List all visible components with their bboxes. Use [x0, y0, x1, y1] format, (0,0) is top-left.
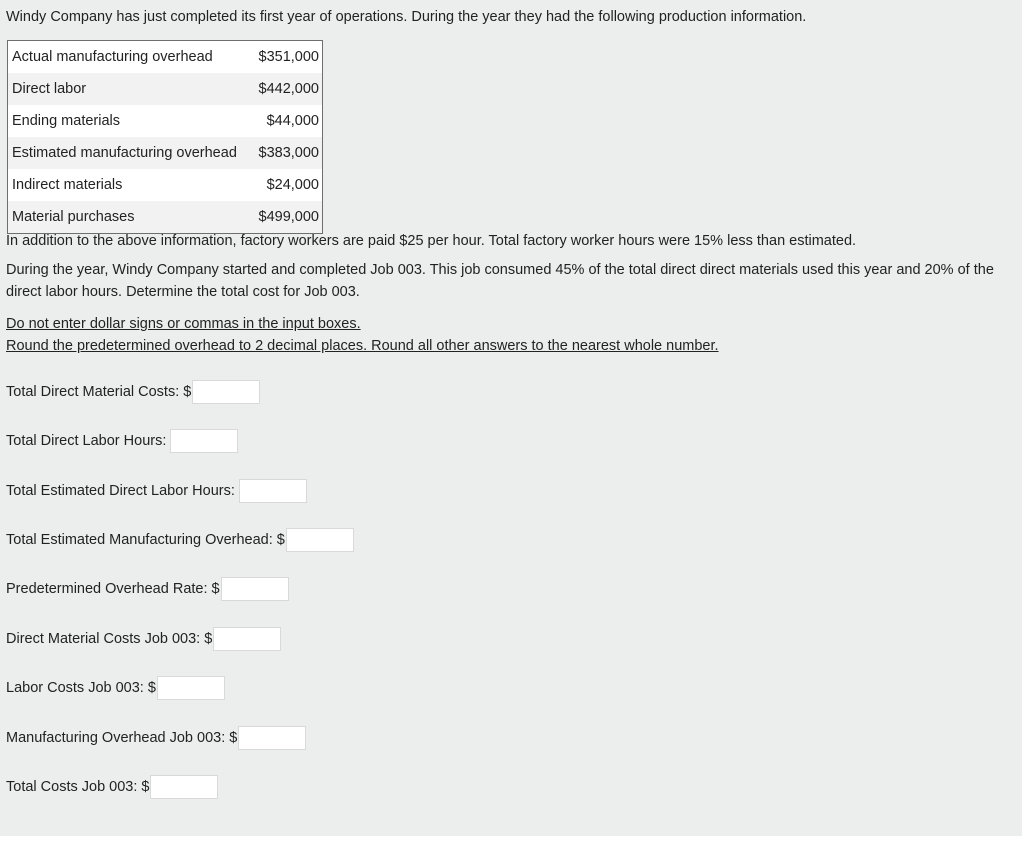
row-label: Material purchases [8, 201, 252, 234]
row-label: Direct labor [8, 73, 252, 105]
intro-text: Windy Company has just completed its first year of operations. During the year they had the following production information. [6, 9, 807, 25]
field-manufacturing-overhead-job-003 [6, 724, 306, 752]
field-label: Total Estimated Direct Labor Hours: [6, 483, 235, 499]
field-label: Direct Material Costs Job 003: $ [6, 631, 213, 647]
table-row [8, 169, 323, 201]
field-label: Total Direct Material Costs: $ [6, 384, 192, 400]
instructions [6, 313, 719, 357]
row-value: $24,000 [266, 177, 319, 193]
instruction-no-symbols: Do not enter dollar signs or commas in the input boxes. [6, 316, 361, 332]
total-estimated-manufacturing-overhead-input[interactable] [286, 528, 354, 552]
field-label: Manufacturing Overhead Job 003: $ [6, 730, 238, 746]
row-value: $44,000 [266, 113, 319, 129]
field-total-estimated-manufacturing-overhead [6, 526, 354, 554]
row-value: $383,000 [251, 137, 322, 169]
table-row [8, 41, 323, 74]
field-total-direct-material-costs [6, 378, 260, 406]
table-row [8, 105, 323, 137]
manufacturing-overhead-job-003-input[interactable] [238, 726, 306, 750]
job-description-paragraph: During the year, Windy Company started and completed Job 003. This job consumed 45% of the total direct direct materials used this year and 20% of the direct labor hours. Determine the total cost for Job 003. [6, 262, 994, 300]
row-label: Actual manufacturing overhead [12, 49, 213, 65]
field-label: Total Estimated Manufacturing Overhead: $ [6, 532, 285, 548]
field-label: Predetermined Overhead Rate: $ [6, 581, 220, 597]
table-row [8, 73, 323, 105]
field-labor-costs-job-003 [6, 674, 225, 702]
row-value: $442,000 [251, 73, 322, 105]
direct-material-costs-job-003-input[interactable] [213, 627, 281, 651]
field-total-costs-job-003 [6, 773, 218, 801]
table-row [8, 201, 323, 234]
labor-costs-job-003-input[interactable] [157, 676, 225, 700]
row-value: $499,000 [251, 201, 322, 234]
field-label: Total Direct Labor Hours: [6, 433, 167, 449]
field-predetermined-overhead-rate [6, 575, 289, 603]
field-direct-material-costs-job-003 [6, 625, 281, 653]
total-direct-labor-hours-input[interactable] [170, 429, 238, 453]
instruction-rounding: Round the predetermined overhead to 2 decimal places. Round all other answers to the nearest whole number. [6, 338, 719, 354]
total-estimated-direct-labor-hours-input[interactable] [239, 479, 307, 503]
table-row [8, 137, 323, 169]
hourly-wage-paragraph: In addition to the above information, factory workers are paid $25 per hour. Total factory worker hours were 15% less than estimated. [6, 233, 857, 249]
field-total-direct-labor-hours [6, 427, 238, 455]
predetermined-overhead-rate-input[interactable] [221, 577, 289, 601]
field-total-estimated-direct-labor-hours [6, 477, 307, 505]
row-value: $351,000 [258, 49, 319, 65]
field-label: Total Costs Job 003: $ [6, 779, 150, 795]
production-info-table [7, 40, 323, 234]
row-label: Ending materials [12, 113, 120, 129]
total-costs-job-003-input[interactable] [150, 775, 218, 799]
row-label: Estimated manufacturing overhead [8, 137, 252, 169]
field-label: Labor Costs Job 003: $ [6, 680, 156, 696]
row-label: Indirect materials [12, 177, 123, 193]
total-direct-material-costs-input[interactable] [192, 380, 260, 404]
